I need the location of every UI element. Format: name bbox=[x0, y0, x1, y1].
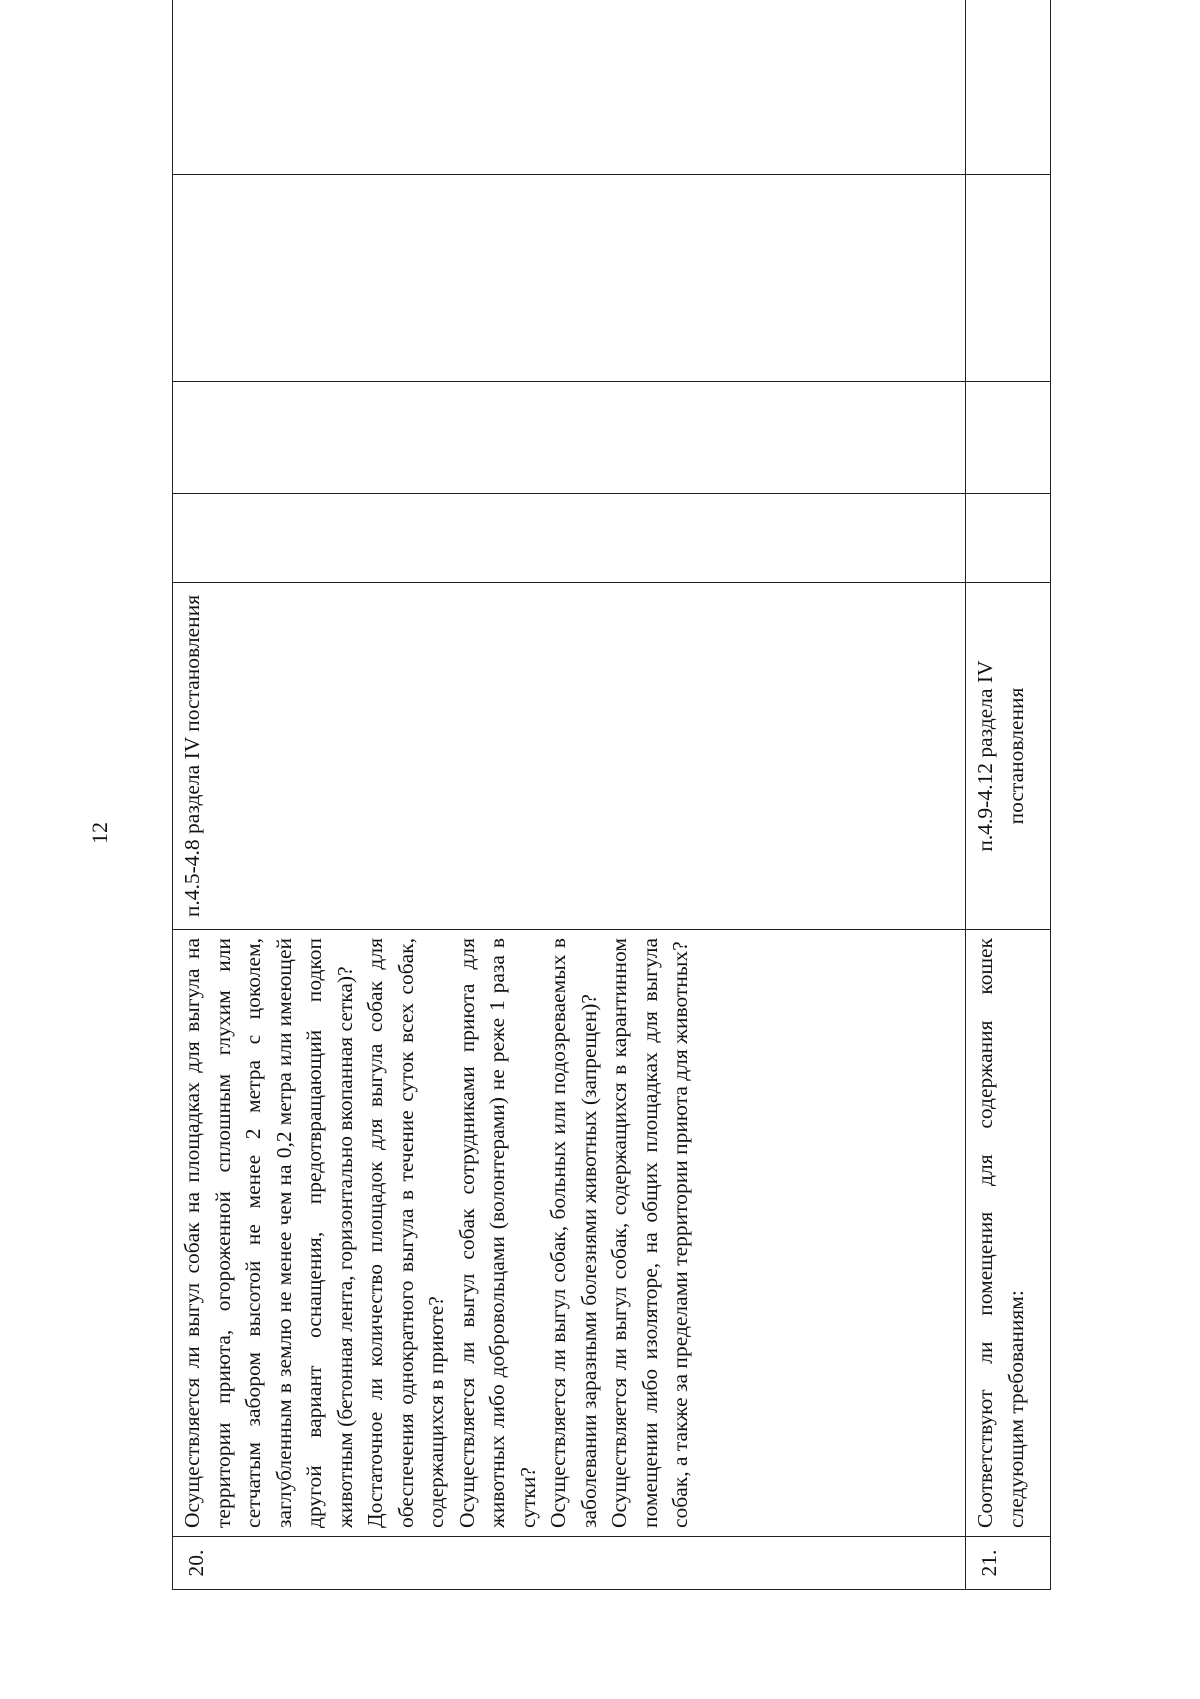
empty-cell bbox=[966, 0, 1051, 175]
question-paragraph: Осуществляется ли выгул собак, содержащихся в карантинном помещении либо изоляторе, на общих площадках для выгула собак, а также за пределами территории приюта для животных? bbox=[607, 938, 692, 1528]
page-number: 12 bbox=[87, 822, 112, 844]
checklist-table bbox=[172, 0, 1051, 1590]
question-paragraph: Соответствуют ли помещения для содержания кошек следующим требованиям: bbox=[973, 938, 1028, 1528]
empty-cell bbox=[173, 175, 966, 382]
table-row bbox=[173, 0, 966, 1590]
row-number: 21. bbox=[966, 1537, 1051, 1590]
question-paragraph: Достаточное ли количество площадок для выгула собак для обеспечения однократного выгула в течение суток всех собак, содержащихся в приюте? bbox=[363, 938, 448, 1528]
empty-cell bbox=[173, 494, 966, 583]
question-paragraph: Осуществляется ли выгул собак на площадках для выгула на территории приюта, огороженной сплошным глухим или сетчатым забором высотой не менее 2 метра с цоколем, заглубленным в землю не менее чем на 0,2 метра или имеющей другой вариант оснащения, предотвращающий подкоп животным (бетонная лента, горизонтально вкопанная сетка)? bbox=[180, 938, 357, 1528]
reference-cell: п.4.9-4.12 раздела IV постановления bbox=[966, 583, 1051, 930]
rotated-page-content bbox=[172, 74, 1172, 1577]
empty-cell bbox=[966, 175, 1051, 382]
empty-cell bbox=[966, 494, 1051, 583]
question-cell bbox=[173, 930, 966, 1537]
question-cell bbox=[966, 930, 1051, 1537]
row-number: 20. bbox=[173, 1537, 966, 1590]
question-paragraph: Осуществляется ли выгул собак, больных или подозреваемых в заболевании заразными болезнями животных (запрещен)? bbox=[546, 938, 601, 1528]
empty-cell bbox=[173, 382, 966, 494]
table-row bbox=[966, 0, 1051, 1590]
empty-cell bbox=[966, 382, 1051, 494]
empty-cell bbox=[173, 0, 966, 175]
landscape-table-wrapper bbox=[172, 74, 1092, 1590]
reference-cell: п.4.5-4.8 раздела IV постановления bbox=[173, 583, 966, 930]
question-paragraph: Осуществляется ли выгул собак сотрудниками приюта для животных либо добровольцами (волонтерами) не реже 1 раза в сутки? bbox=[454, 938, 540, 1528]
